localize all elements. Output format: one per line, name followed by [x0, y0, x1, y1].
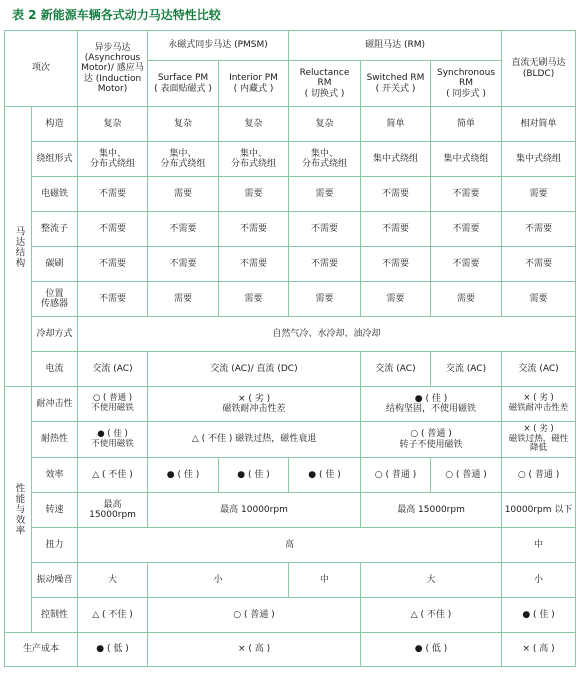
- cell: 需要: [219, 177, 289, 212]
- row-label-commutator: 整流子: [32, 212, 78, 247]
- cell: 小: [502, 563, 576, 598]
- cell: × ( 劣 ) 磁铁耐冲击性差: [148, 387, 361, 422]
- row-label-magnet: 电磁铁: [32, 177, 78, 212]
- cell: ○ ( 普通 ) 不使用磁铁: [78, 387, 148, 422]
- cell: 不需要: [289, 212, 361, 247]
- cell: 最高 15000rpm: [78, 493, 148, 528]
- row-label-speed: 转速: [32, 493, 78, 528]
- cell: 不需要: [148, 212, 219, 247]
- table-row: [5, 282, 576, 317]
- cell: 不需要: [361, 247, 431, 282]
- row-label-impact: 耐冲击性: [32, 387, 78, 422]
- cell: 大: [78, 563, 148, 598]
- cell: ● ( 佳 ) 不使用磁铁: [78, 422, 148, 458]
- cell: 集中式绕组: [431, 142, 502, 177]
- table-row: [5, 352, 576, 387]
- cell: ● ( 佳 ) 结构坚固，不使用磁铁: [361, 387, 502, 422]
- cell: 集中式绕组: [502, 142, 576, 177]
- cell: 最高 10000rpm: [148, 493, 361, 528]
- cell: △ ( 不佳 ) 磁铁过热，磁性衰退: [148, 422, 361, 458]
- cell: 不需要: [431, 247, 502, 282]
- cell: 需要: [148, 177, 219, 212]
- header-synchronous-rm: Synchronous RM ( 同步式 ): [431, 61, 502, 107]
- cell: 10000rpm 以下: [502, 493, 576, 528]
- table-row: [5, 107, 576, 142]
- header-item: 项次: [5, 31, 78, 107]
- cell: 不需要: [361, 212, 431, 247]
- table-row: [5, 563, 576, 598]
- row-label-heat: 耐热性: [32, 422, 78, 458]
- cell: 交流 (AC): [78, 352, 148, 387]
- header-interior-pm: Interior PM ( 内藏式 ): [219, 61, 289, 107]
- header-asynchronous-motor: 异步马达 (Asynchrous Motor)/ 感应马 达 (Induction Motor): [78, 31, 148, 107]
- table-row: [5, 177, 576, 212]
- cell: △ ( 不佳 ): [78, 598, 148, 633]
- cell: ○ ( 普通 ): [148, 598, 361, 633]
- cell: × ( 劣 ) 磁铁过热，磁性 降低: [502, 422, 576, 458]
- table-row: [5, 317, 576, 352]
- cell: × ( 高 ): [502, 633, 576, 667]
- cell: 小: [148, 563, 289, 598]
- row-label-construction: 构造: [32, 107, 78, 142]
- cell: 简单: [361, 107, 431, 142]
- cell: 需要: [219, 282, 289, 317]
- table-row: [5, 142, 576, 177]
- cell: 不需要: [289, 247, 361, 282]
- cell: △ ( 不佳 ): [361, 598, 502, 633]
- cell: × ( 高 ): [148, 633, 361, 667]
- cell: 复杂: [78, 107, 148, 142]
- cell: 不需要: [78, 282, 148, 317]
- cell: 交流 (AC)/ 直流 (DC): [148, 352, 361, 387]
- cell: 需要: [289, 282, 361, 317]
- cell: 不需要: [148, 247, 219, 282]
- cell: 集中、 分布式绕组: [289, 142, 361, 177]
- cell: 交流 (AC): [361, 352, 431, 387]
- cell: ● ( 佳 ): [289, 458, 361, 493]
- cell: 不需要: [502, 247, 576, 282]
- cell: 不需要: [361, 177, 431, 212]
- table-row: [5, 247, 576, 282]
- table-row: [5, 387, 576, 422]
- cell: ○ ( 普通 ): [361, 458, 431, 493]
- cell: 中: [289, 563, 361, 598]
- header-reluctance-rm: Reluctance RM ( 切换式 ): [289, 61, 361, 107]
- header-switched-rm: Switched RM ( 开关式 ): [361, 61, 431, 107]
- cell: 不需要: [219, 247, 289, 282]
- motor-comparison-table: [4, 30, 576, 667]
- cell: ○ ( 普通 ) 转子不使用磁铁: [361, 422, 502, 458]
- row-label-brush: 碳刷: [32, 247, 78, 282]
- header-pmsm: 永磁式同步马达 (PMSM): [148, 31, 289, 61]
- cell: ● ( 低 ): [78, 633, 148, 667]
- cell: 不需要: [78, 177, 148, 212]
- table-row: [5, 212, 576, 247]
- cell: 需要: [502, 282, 576, 317]
- table-row: [5, 493, 576, 528]
- cell: 集中、 分布式绕组: [148, 142, 219, 177]
- cell: 自然气冷、水冷却、油冷却: [78, 317, 576, 352]
- cell: 复杂: [148, 107, 219, 142]
- cell: 集中、 分布式绕组: [78, 142, 148, 177]
- cell: △ ( 不佳 ): [78, 458, 148, 493]
- header-rm: 磁阻马达 (RM): [289, 31, 502, 61]
- row-label-current: 电流: [32, 352, 78, 387]
- cell: 需要: [289, 177, 361, 212]
- cell: ● ( 佳 ): [148, 458, 219, 493]
- group-label-performance: 性能与效率: [5, 387, 32, 633]
- cell: 不需要: [78, 212, 148, 247]
- cell: ● ( 低 ): [361, 633, 502, 667]
- cell: 中: [502, 528, 576, 563]
- cell: 需要: [502, 177, 576, 212]
- group-label-structure: 马达结构: [5, 107, 32, 387]
- cell: 不需要: [431, 177, 502, 212]
- header-bldc: 直流无刷马达 (BLDC): [502, 31, 576, 107]
- table-row: [5, 458, 576, 493]
- table-row: [5, 528, 576, 563]
- row-label-sensor: 位置 传感器: [32, 282, 78, 317]
- table-row: [5, 422, 576, 458]
- table-row: [5, 598, 576, 633]
- row-label-cooling: 冷却方式: [32, 317, 78, 352]
- cell: 集中式绕组: [361, 142, 431, 177]
- cell: 交流 (AC): [431, 352, 502, 387]
- cell: 高: [78, 528, 502, 563]
- cell: 相对简单: [502, 107, 576, 142]
- cell: ● ( 佳 ): [502, 598, 576, 633]
- cell: 需要: [148, 282, 219, 317]
- cell: 最高 15000rpm: [361, 493, 502, 528]
- row-label-efficiency: 效率: [32, 458, 78, 493]
- row-label-winding: 绕组形式: [32, 142, 78, 177]
- row-label-cost: 生产成本: [5, 633, 78, 667]
- cell: 不需要: [431, 212, 502, 247]
- cell: ○ ( 普通 ): [502, 458, 576, 493]
- cell: 需要: [361, 282, 431, 317]
- table-row: [5, 633, 576, 667]
- cell: 不需要: [78, 247, 148, 282]
- cell: 交流 (AC): [502, 352, 576, 387]
- cell: ○ ( 普通 ): [431, 458, 502, 493]
- cell: ● ( 佳 ): [219, 458, 289, 493]
- cell: 简单: [431, 107, 502, 142]
- cell: 复杂: [289, 107, 361, 142]
- cell: 不需要: [502, 212, 576, 247]
- row-label-control: 控制性: [32, 598, 78, 633]
- cell: 需要: [431, 282, 502, 317]
- cell: 大: [361, 563, 502, 598]
- cell: 集中、 分布式绕组: [219, 142, 289, 177]
- cell: 不需要: [219, 212, 289, 247]
- header-surface-pm: Surface PM ( 表面贴磁式 ): [148, 61, 219, 107]
- row-label-noise: 振动噪音: [32, 563, 78, 598]
- cell: × ( 劣 ) 磁铁耐冲击性差: [502, 387, 576, 422]
- table-title: 表 2 新能源车辆各式动力马达特性比较: [12, 8, 221, 22]
- cell: 复杂: [219, 107, 289, 142]
- row-label-torque: 扭力: [32, 528, 78, 563]
